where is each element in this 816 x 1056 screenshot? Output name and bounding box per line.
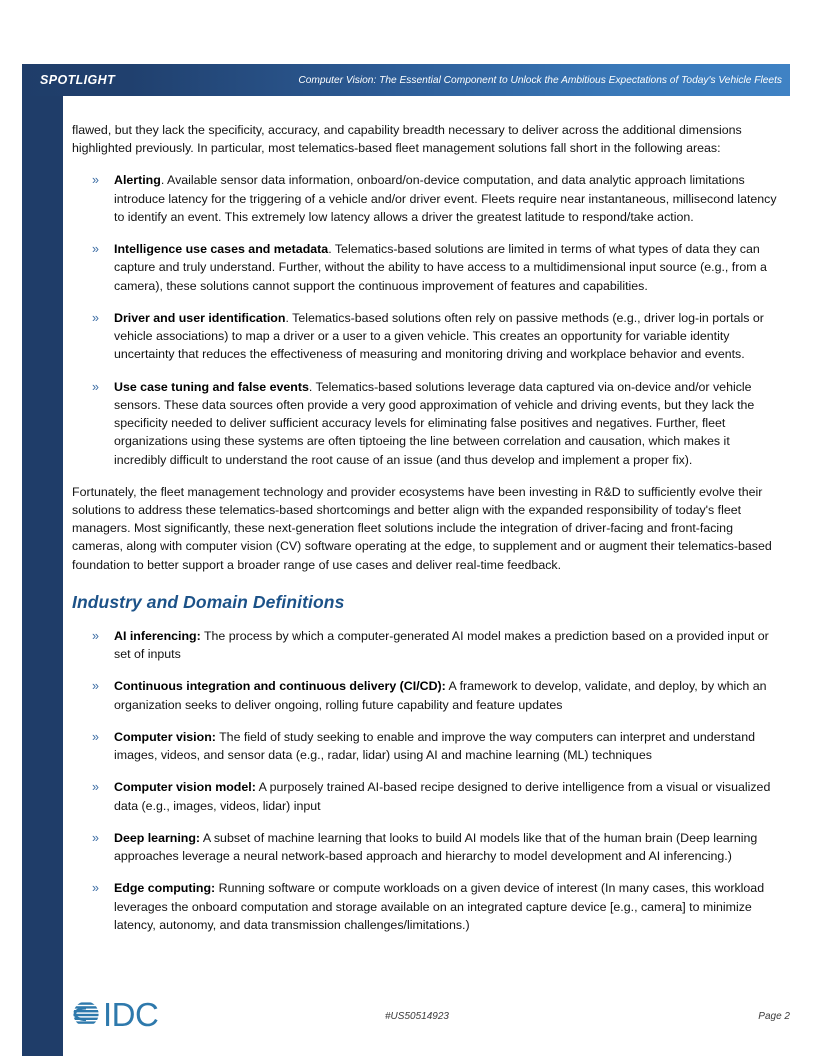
- list-item-text: A purposely trained AI-based recipe designed to derive intelligence from a visual or visualized data (e.g., images, videos, lidar) input: [114, 780, 771, 813]
- bullet-glyph-icon: »: [92, 780, 99, 795]
- list-item-term: Edge computing:: [114, 881, 216, 896]
- list-item-term: Computer vision model:: [114, 780, 256, 795]
- list-item-term: Computer vision:: [114, 729, 216, 744]
- list-item: [72, 378, 782, 469]
- list-item: [72, 829, 782, 865]
- definitions-list: [72, 627, 782, 934]
- page-header-band: [22, 64, 790, 96]
- list-item-term: Intelligence use cases and metadata: [114, 242, 329, 257]
- bullet-glyph-icon: »: [92, 830, 99, 845]
- list-item-text: Telematics-based solutions often rely on passive methods (e.g., driver log-in portals or vehicle associations) to map a driver or a user to a given vehicle. This creates an opportunity for variable identity uncertainty that reduces the effectiveness of measuring and monitoring driving and workplace behavior and events.: [114, 310, 764, 362]
- list-item-text: Running software or compute workloads on a given device of interest (In many cases, this workload leverages the onboard computation and storage available on an integrated capture device [e.g., camera] to minimize latency, autonomy, and data transmission challenges/limitations.): [114, 881, 765, 932]
- list-item-text: Telematics-based solutions leverage data captured via on-device and/or vehicle sensors. These data sources often provide a very good approximation of vehicle and driving events, but they lack the specificity needed to deliver sufficient accuracy levels for eliminating false positives and negatives. Further, fleet organizations using these systems are often tiptoeing the line between correlation and causation, which makes it incredibly difficult to understand the root cause of an issue (and thus develop and implement a proper fix).: [114, 379, 755, 467]
- list-item: [72, 240, 782, 295]
- list-item: [72, 309, 782, 364]
- footer-page-number: Page 2: [758, 1011, 790, 1022]
- list-item: [72, 677, 782, 713]
- footer-document-id: #US50514923: [385, 1011, 449, 1022]
- body-column: [72, 121, 782, 948]
- idc-logo: [70, 994, 158, 1034]
- bullet-glyph-icon: »: [92, 729, 99, 744]
- closing-paragraph: Fortunately, the fleet management technology and provider ecosystems have been investing in R&D to sufficiently evolve their solutions to address these telematics-based shortcomings and better align with the expanded responsibility of today's fleet managers. Most significantly, these next-generation fleet solutions include the integration of driver-facing and front-facing cameras, along with computer vision (CV) software operating at the edge, to supplement and or augment their telematics-based foundation to better support a broader range of use cases and deliver real-time feedback.: [72, 484, 772, 572]
- spotlight-label: SPOTLIGHT: [40, 73, 116, 87]
- list-item: [72, 879, 782, 934]
- list-item: [72, 627, 782, 663]
- page-content-area: [63, 96, 790, 1056]
- bullet-glyph-icon: »: [92, 310, 99, 325]
- list-item-term: Continuous integration and continuous delivery (CI/CD):: [114, 679, 446, 694]
- bullet-glyph-icon: »: [92, 679, 99, 694]
- intro-paragraph: flawed, but they lack the specificity, accuracy, and capability breadth necessary to deliver across the additional dimensions highlighted previously. In particular, most telematics-based fleet management solutions fall short in the following areas:: [72, 123, 742, 156]
- list-item-text: Available sensor data information, onboard/on-device computation, and data analytic approach limitations introduce latency for the triggering of a vehicle and/or driver event. Fleets require near instantaneous, millisecond latency to identify an event. This extremely low latency allows a driver the greatest latitude to respond/take action.: [114, 173, 777, 224]
- left-accent-rail: [22, 64, 63, 1056]
- idc-globe-icon: [70, 998, 102, 1030]
- list-item-term: Alerting: [114, 173, 161, 188]
- list-item-separator: .: [308, 379, 313, 394]
- section-heading-industry-and-domain-definitions: Industry and Domain Definitions: [72, 591, 345, 612]
- list-item: [72, 778, 782, 814]
- list-item-term: Use case tuning and false events: [114, 379, 309, 394]
- list-item-term: AI inferencing:: [114, 628, 201, 643]
- page-footer: [63, 994, 790, 1042]
- bullet-glyph-icon: »: [92, 628, 99, 643]
- list-item-text: The process by which a computer-generated AI model makes a prediction based on a provided input or set of inputs: [114, 628, 769, 662]
- bullet-glyph-icon: »: [92, 881, 99, 896]
- shortcomings-list: [72, 171, 782, 468]
- bullet-glyph-icon: »: [92, 379, 99, 394]
- list-item-text: Telematics-based solutions are limited in terms of what types of data they can capture and truly understand. Further, without the ability to have access to a multidimensional input source (e.g., from a camera), these solutions cannot support the continuous improvement of features and capabilities.: [114, 242, 767, 293]
- list-item-text: A subset of machine learning that looks to build AI models like that of the human brain (Deep learning approaches leverage a neural network-based approach and hierarchy to model development and AI inferencing.): [114, 830, 758, 864]
- list-item-text: A framework to develop, validate, and deploy, by which an organization seeks to deliver ongoing, rolling future capability and feature updates: [114, 679, 767, 712]
- list-item-term: Deep learning:: [114, 830, 201, 845]
- list-item-text: The field of study seeking to enable and improve the way computers can interpret and understand images, videos, and sensor data (e.g., radar, lidar) using AI and machine learning (ML) techniques: [114, 729, 755, 763]
- list-item: [72, 171, 782, 226]
- header-document-title: Computer Vision: The Essential Component to Unlock the Ambitious Expectations of Today's Vehicle Fleets: [298, 74, 782, 86]
- list-item-separator: .: [160, 173, 165, 188]
- list-item-separator: .: [328, 242, 332, 257]
- idc-logo-text: IDC: [103, 995, 159, 1033]
- list-item-term: Driver and user identification: [114, 310, 286, 325]
- list-item-separator: .: [285, 310, 289, 325]
- list-item: [72, 728, 782, 764]
- bullet-glyph-icon: »: [92, 173, 99, 188]
- bullet-glyph-icon: »: [92, 242, 99, 257]
